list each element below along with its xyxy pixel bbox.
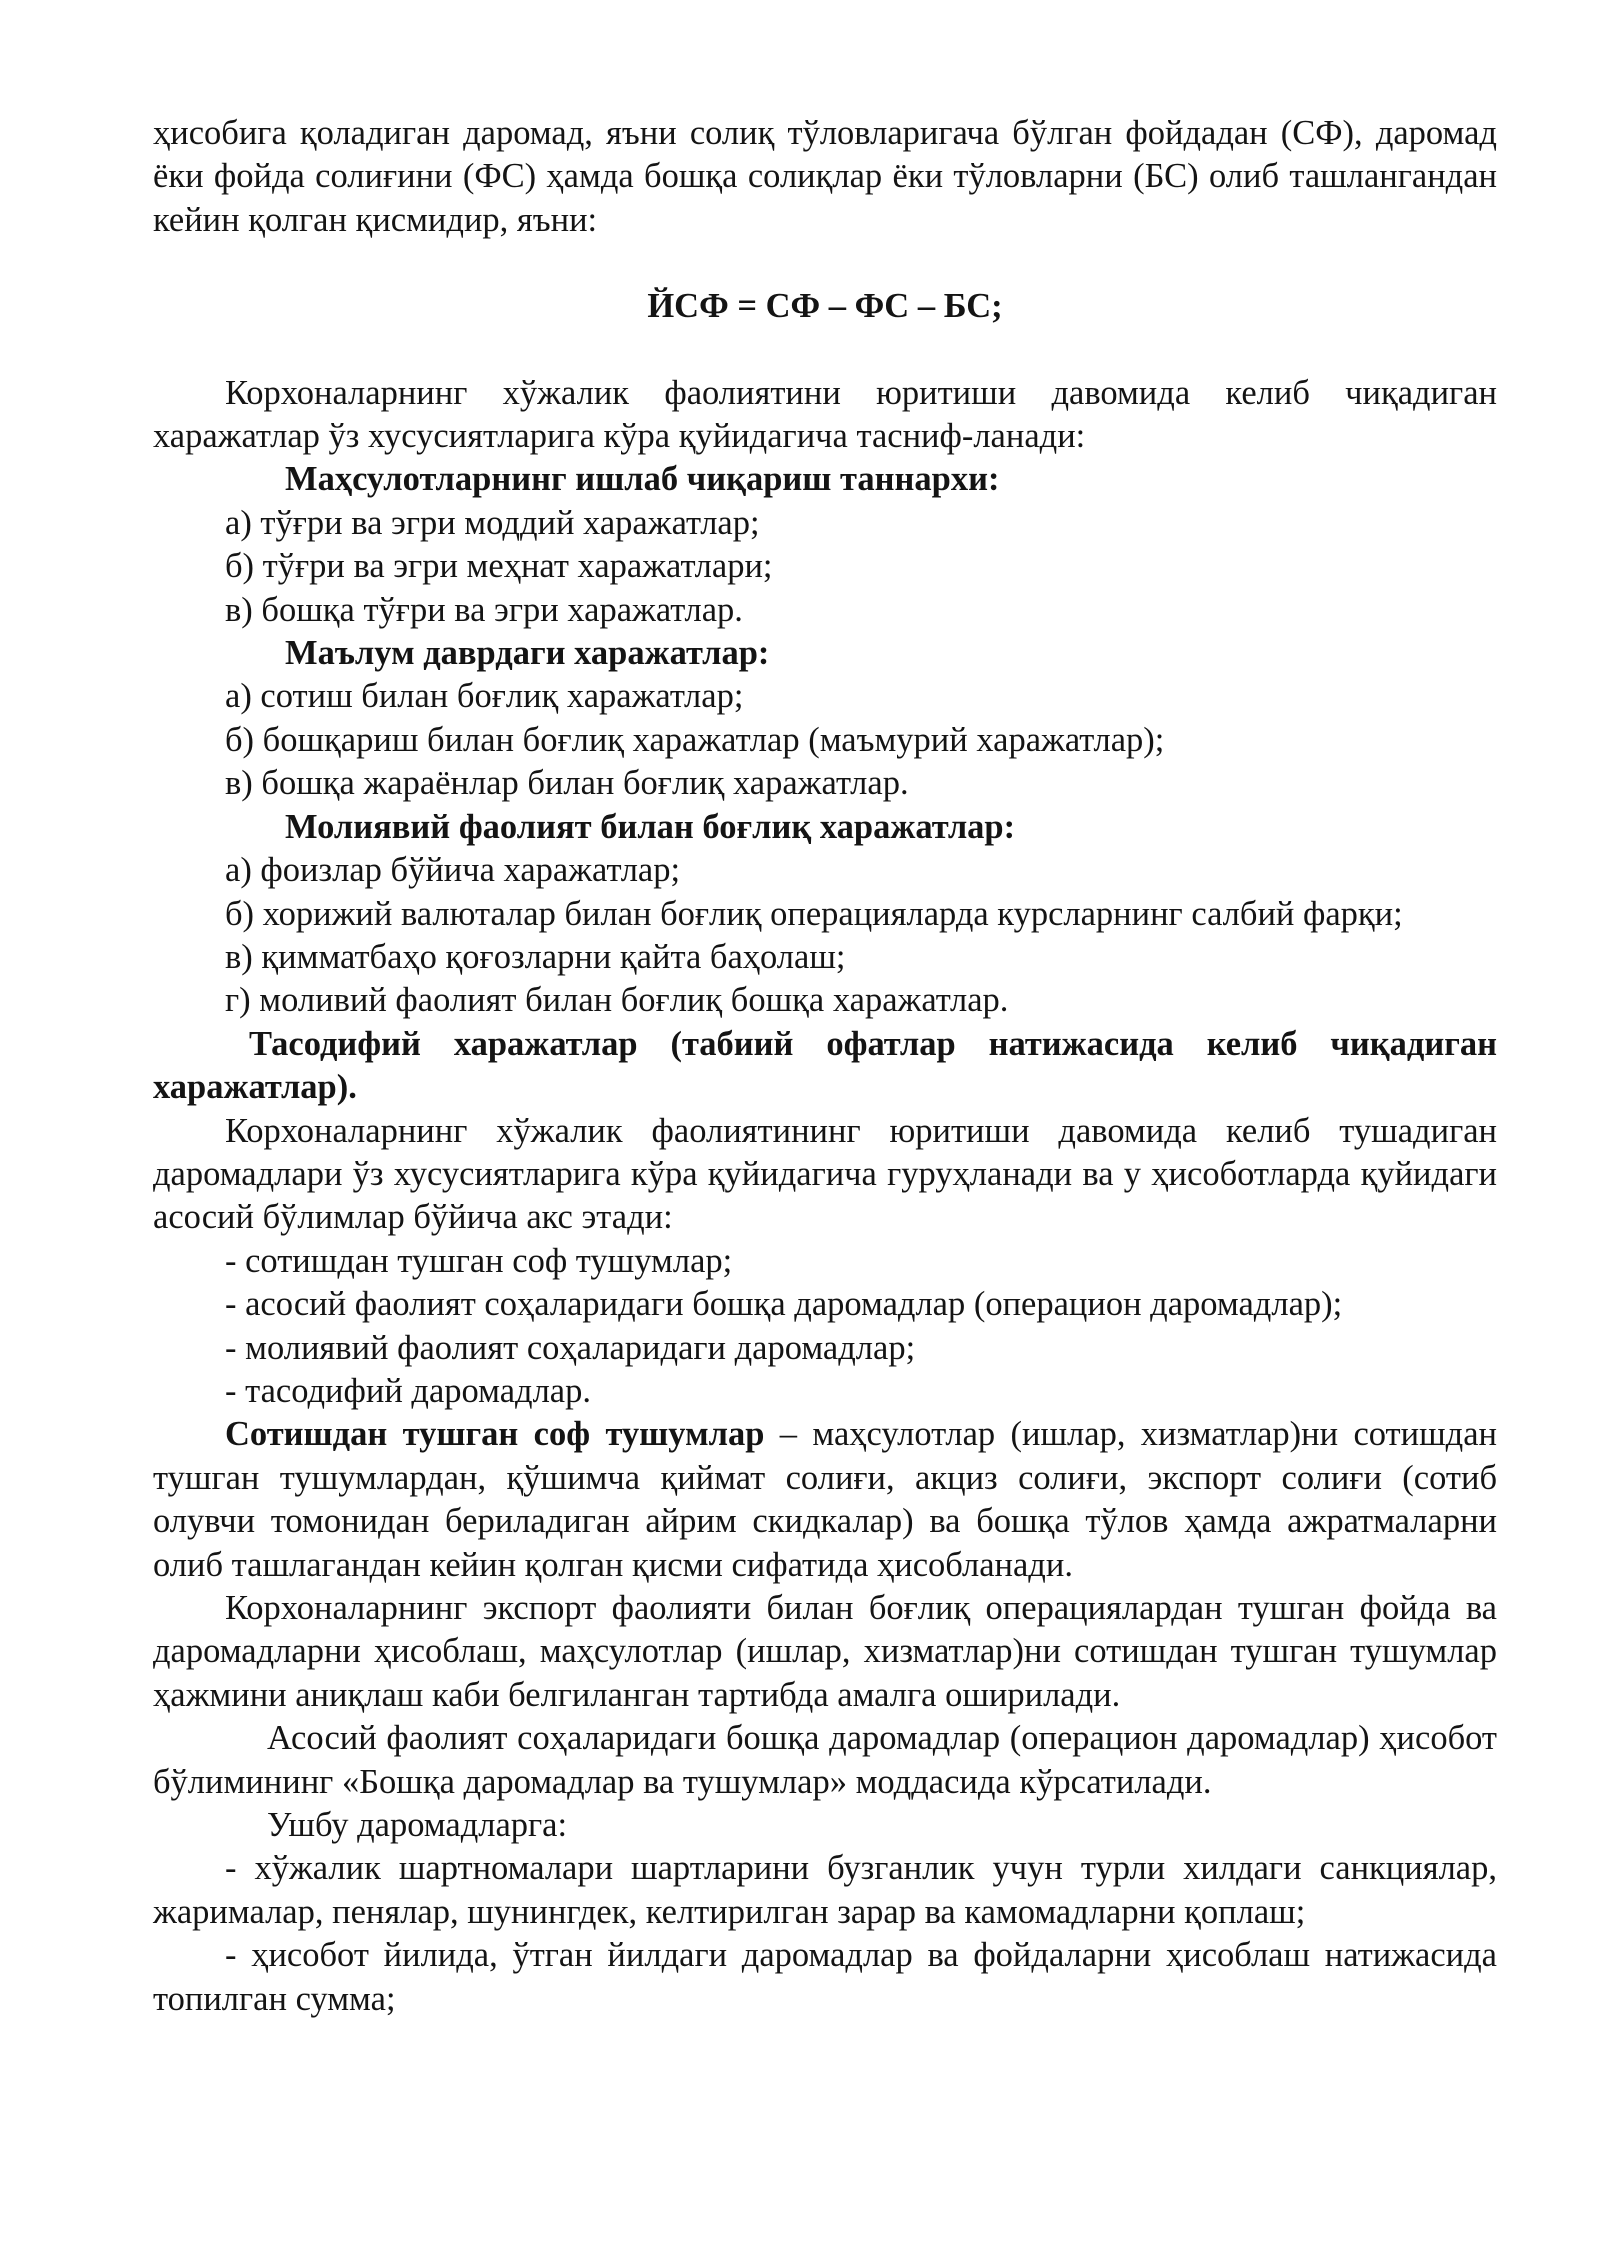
- list-item: б) тўғри ва эгри меҳнат харажатлари;: [225, 547, 773, 586]
- heading-period-expenses: Маълум даврдаги харажатлар:: [285, 634, 770, 673]
- list-item: б) хорижий валюталар билан боғлиқ операцияларда курсларнинг салбий фарқи;: [225, 894, 1403, 933]
- paragraph-income-grouping: Корхоналарнинг хўжалик фаолиятининг юритиши давомида келиб тушадиган даромадлари ўз хусусиятларига кўра қуйидагича гуруҳланади ва у ҳисоботларда қуйидаги асосий бўлимлар бўйича акс этади:: [153, 1111, 1497, 1237]
- list-item: - молиявий фаолият соҳаларидаги даромадлар;: [225, 1328, 916, 1367]
- heading-production-cost: Маҳсулотларнинг ишлаб чиқариш таннархи:: [285, 460, 1000, 499]
- list-item: - асосий фаолият соҳаларидаги бошқа даромадлар (операцион даромадлар);: [225, 1285, 1343, 1324]
- formula: ЙСФ = СФ – ФС – БС;: [647, 287, 1003, 326]
- paragraph-expenses-classification: Корхоналарнинг хўжалик фаолиятини юритиши давомида келиб чиқадиган харажатлар ўз хусусиятларига кўра қуйидагича тасниф-ланади:: [153, 373, 1497, 456]
- paragraph-sanctions: - хўжалик шартномалари шартларини бузганлик учун турли хилдаги санкциялар, жарималар, пенялар, шунингдек, келтирилган зарар ва камомадларни қоплаш;: [153, 1849, 1497, 1931]
- heading-random-expenses: Тасодифий харажатлар (табиий офатлар натижасида келиб чиқадиган харажатлар).: [153, 1024, 1497, 1107]
- list-item: а) сотиш билан боғлиқ харажатлар;: [225, 677, 744, 716]
- paragraph-found-amount: - ҳисобот йилида, ўтган йилдаги даромадлар ва фойдаларни ҳисоблаш натижасида топилган сумма;: [153, 1936, 1497, 2018]
- paragraph-export: Корхоналарнинг экспорт фаолияти билан боғлиқ операциялардан тушган фойда ва даромадларни ҳисоблаш, маҳсулотлар (ишлар, хизматлар)ни сотишдан тушган тушумлар ҳажмини аниқлаш каби белгиланган тартибда амалга оширилади.: [153, 1589, 1497, 1714]
- list-item: г) моливий фаолият билан боғлиқ бошқа харажатлар.: [225, 981, 1009, 1020]
- paragraph-net-revenue: [153, 1413, 1497, 1587]
- list-item: в) бошқа тўғри ва эгри харажатлар.: [225, 590, 743, 629]
- list-item: - сотишдан тушган соф тушумлар;: [225, 1241, 733, 1280]
- list-item: - тасодифий даромадлар.: [225, 1371, 591, 1410]
- list-item: а) тўғри ва эгри моддий харажатлар;: [225, 503, 760, 542]
- list-item: в) бошқа жараёнлар билан боғлиқ харажатлар.: [225, 764, 909, 803]
- term-net-revenue: Сотишдан тушган соф тушумлар: [225, 1415, 765, 1454]
- paragraph-other-income: Асосий фаолият соҳаларидаги бошқа даромадлар (операцион даромадлар) ҳисобот бўлимининг «Бошқа даромадлар ва тушумлар» моддасида кўрсатилади.: [153, 1719, 1497, 1801]
- heading-financial-expenses: Молиявий фаолият билан боғлиқ харажатлар:: [285, 807, 1016, 846]
- list-item: в) қимматбаҳо қоғозларни қайта баҳолаш;: [225, 937, 846, 976]
- list-item: б) бошқариш билан боғлиқ харажатлар (маъмурий харажатлар);: [225, 720, 1165, 759]
- paragraph-these-incomes: Ушбу даромадларга:: [267, 1806, 568, 1845]
- paragraph-intro: ҳисобига қоладиган даромад, яъни солиқ тўловларигача бўлган фойдадан (СФ), даромад ёки фойда солиғини (ФС) ҳамда бошқа солиқлар ёки тўловларни (БС) олиб ташлангандан кейин қолган қисмидир, яъни:: [153, 114, 1497, 239]
- list-item: а) фоизлар бўйича харажатлар;: [225, 851, 681, 890]
- definition-net-revenue: – маҳсулотлар (ишлар, хизматлар)ни сотишдан тушган тушумлардан, қўшимча қиймат солиғи, акциз солиғи, экспорт солиғи (сотиб олувчи томонидан бериладиган айрим скидкалар) ва бошқа тўлов ҳамда ажратмаларни олиб ташлагандан кейин қолган қисми сифатида ҳисобланади.: [153, 1415, 1497, 1584]
